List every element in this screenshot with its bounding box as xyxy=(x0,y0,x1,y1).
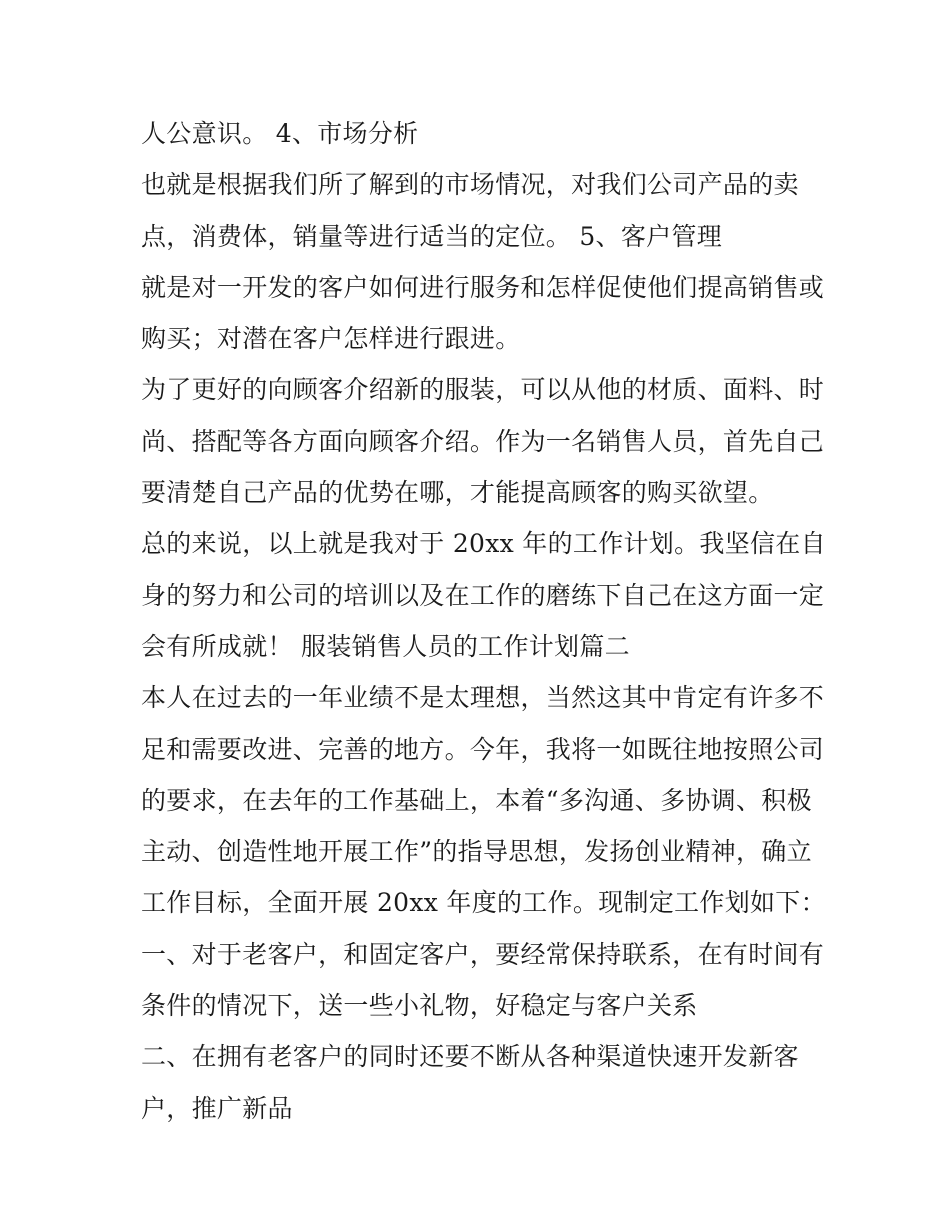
text-line: 为了更好的向顾客介绍新的服装，可以从他的材质、面料、时 xyxy=(141,375,825,405)
body-text xyxy=(141,108,826,1134)
text-line: 购买；对潜在客户怎样进行跟进。 xyxy=(141,324,521,354)
text-line: 就是对一开发的客户如何进行服务和怎样促使他们提高销售或 xyxy=(141,272,825,302)
text-line: 二、在拥有老客户的同时还要不断从各种渠道快速开发新客 xyxy=(141,1042,799,1072)
text-line: 会有所成就！ 服装销售人员的工作计划篇二 xyxy=(141,631,630,661)
text-line: 户，推广新品 xyxy=(141,1093,293,1123)
text-line: 的要求，在去年的工作基础上，本着“多沟通、多协调、积极 xyxy=(141,785,812,815)
text-line: 主动、创造性地开展工作”的指导思想，发扬创业精神，确立 xyxy=(141,837,812,867)
text-line: 本人在过去的一年业绩不是太理想，当然这其中肯定有许多不 xyxy=(141,683,825,713)
text-line: 足和需要改进、完善的地方。今年，我将一如既往地按照公司 xyxy=(141,734,825,764)
text-line: 总的来说，以上就是我对于 20xx 年的工作计划。我坚信在自 xyxy=(141,529,826,559)
text-line: 点，消费体，销量等进行适当的定位。 5、客户管理 xyxy=(141,221,723,251)
text-line: 要清楚自己产品的优势在哪，才能提高顾客的购买欲望。 xyxy=(141,478,774,508)
text-line: 身的努力和公司的培训以及在工作的磨练下自己在这方面一定 xyxy=(141,580,825,610)
text-line: 一、对于老客户，和固定客户，要经常保持联系，在有时间有 xyxy=(141,939,825,969)
text-line: 条件的情况下，送一些小礼物，好稳定与客户关系 xyxy=(141,991,698,1021)
text-line: 人公意识。 4、市场分析 xyxy=(141,119,419,148)
text-line: 工作目标，全面开展 20xx 年度的工作。现制定工作划如下： xyxy=(141,888,826,918)
text-line: 尚、搭配等各方面向顾客介绍。作为一名销售人员，首先自己 xyxy=(141,426,825,456)
text-line: 也就是根据我们所了解到的市场情况，对我们公司产品的卖 xyxy=(141,170,799,200)
